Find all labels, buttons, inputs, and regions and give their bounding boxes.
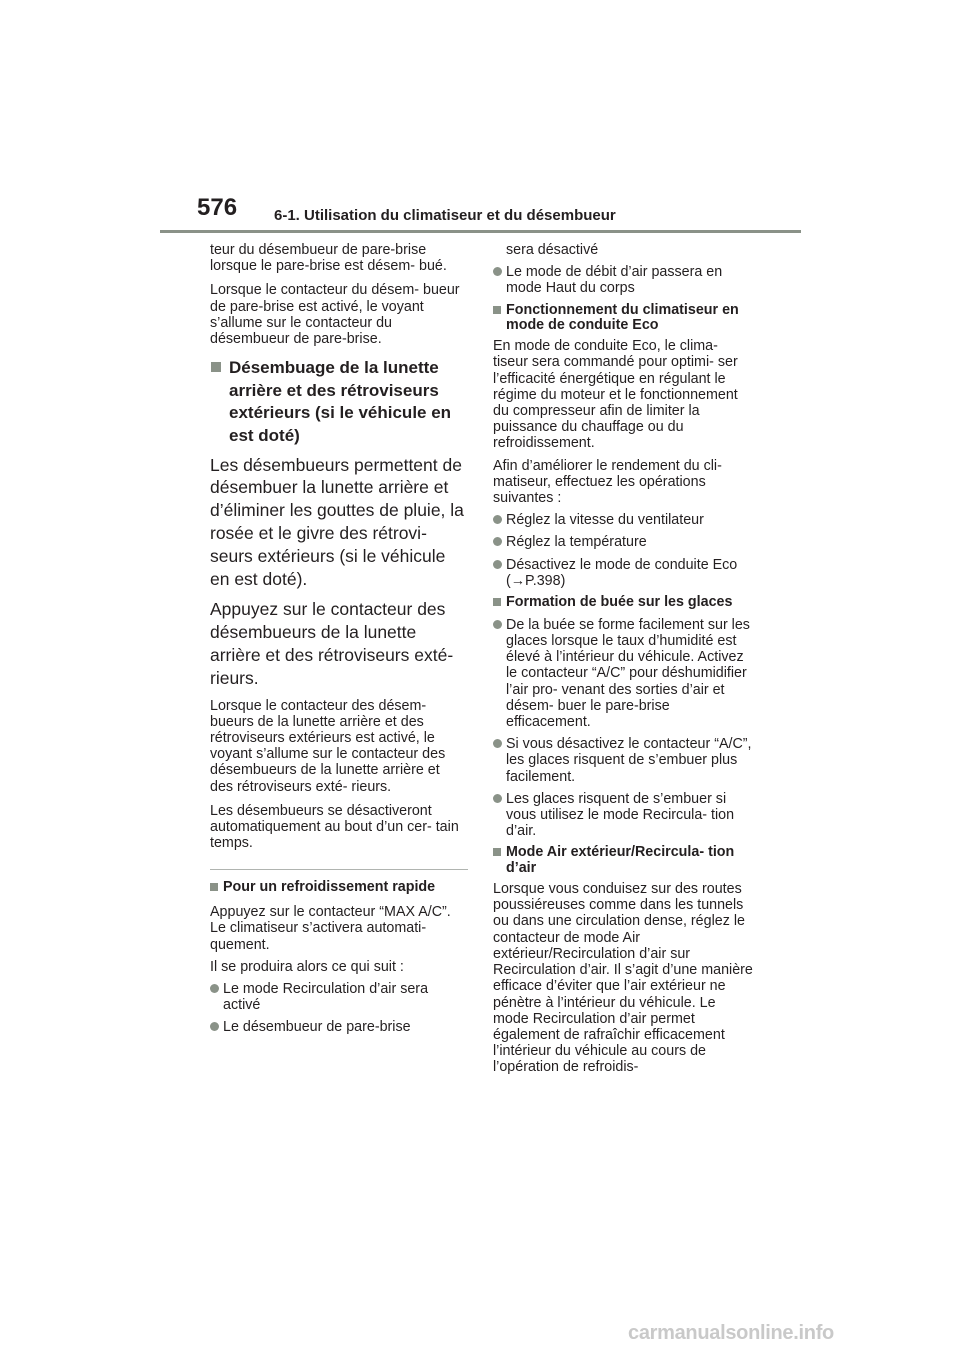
bullet-dot-icon xyxy=(493,537,502,546)
list-item xyxy=(493,617,755,730)
heading-text: Formation de buée sur les glaces xyxy=(506,594,733,611)
square-bullet-icon xyxy=(211,362,221,372)
bullet-dot-icon xyxy=(493,739,502,748)
paragraph: Il se produira alors ce qui suit : xyxy=(210,958,404,975)
subsection-heading xyxy=(493,845,755,877)
page-number: 576 xyxy=(197,194,238,221)
list-item-text: Le mode Recirculation d’air sera activé xyxy=(223,981,429,1014)
paragraph: teur du désembueur de pare-brise lorsque le pare-brise est désem- bué. xyxy=(210,242,447,275)
header-rule xyxy=(160,230,801,233)
paragraph: Les désembueurs se désactiveront automatiquement au bout d’un cer- tain temps. xyxy=(210,802,459,852)
bullet-dot-icon xyxy=(493,794,502,803)
paragraph: Lorsque le contacteur des désem- bueurs de la lunette arrière et des rétroviseurs extérieurs est activé, le voyant s’allume sur le contacteur des désembueurs de la lunette arrière et des rétroviseurs exté- rieurs. xyxy=(210,697,446,795)
list-item-text: Désactivez le mode de conduite Eco (→P.398) xyxy=(506,556,738,589)
list-item xyxy=(493,557,755,589)
left-column xyxy=(210,242,465,1036)
paragraph: Lorsque le contacteur du désem- bueur de pare-brise est activé, le voyant s’allume sur le contacteur du désembueur de pare-brise. xyxy=(210,282,460,348)
heading-text: Pour un refroidissement rapide xyxy=(223,879,436,896)
subsection-heading xyxy=(493,595,755,611)
list-item xyxy=(210,981,465,1013)
square-bullet-icon xyxy=(493,848,501,856)
list-item-text: Les glaces risquent de s’embuer si vous utilisez le mode Recircula- tion d’air. xyxy=(506,790,735,840)
paragraph: Appuyez sur le contacteur “MAX A/C”. xyxy=(210,904,451,921)
paragraph: Les désembueurs permettent de désembuer la lunette arrière et d’éliminer les gouttes de pluie, la rosée et le givre des rétrovi- seurs extérieurs (si le véhicule en est doté). xyxy=(210,454,464,589)
square-bullet-icon xyxy=(210,883,218,891)
bullet-dot-icon xyxy=(210,1022,219,1031)
bullet-dot-icon xyxy=(493,560,502,569)
list-item-text: De la buée se forme facilement sur les glaces lorsque le taux d’humidité est élevé à l’intérieur du véhicule. Activez le contacteur “A/C” pour déshumidifier l’air pro- venant des sorties d’air et désem- buer le pare-brise efficacement. xyxy=(506,616,750,731)
subsection-heading xyxy=(493,303,755,335)
list-item-text: Le mode de débit d’air passera en mode Haut du corps xyxy=(506,264,723,297)
right-column xyxy=(493,242,755,1076)
bullet-dot-icon xyxy=(493,515,502,524)
bullet-dot-icon xyxy=(210,984,219,993)
paragraph: Lorsque vous conduisez sur des routes poussiéreuses comme dans les tunnels ou dans une circulation dense, réglez le contacteur de mode Air extérieur/Recirculation d’air sur Recirculation d’air. Il s’agit d’une manière efficace d’éviter que l’air extérieur ne pénètre à l’intérieur du véhicule. Le mode Recirculation d’air permet également de rafraîchir efficacement l’intérieur du véhicule au cours de l’opération de refroidis- xyxy=(493,881,753,1076)
list-item-text: Le désembueur de pare-brise xyxy=(223,1019,411,1036)
section-heading xyxy=(210,357,465,447)
list-item xyxy=(493,791,755,840)
bullet-dot-icon xyxy=(493,620,502,629)
paragraph: Appuyez sur le contacteur des désembueurs de la lunette arrière et des rétroviseurs exté- rieurs. xyxy=(210,599,454,688)
list-item-text: Si vous désactivez le contacteur “A/C”, les glaces risquent de s’embuer plus facilement. xyxy=(506,736,752,785)
heading-text: Mode Air extérieur/Recircula- tion d’air xyxy=(506,844,735,877)
heading-text: Fonctionnement du climatiseur en mode de conduite Eco xyxy=(506,301,739,334)
continued-text: sera désactivé xyxy=(506,242,599,258)
list-item xyxy=(493,736,755,785)
square-bullet-icon xyxy=(493,598,501,606)
list-item xyxy=(210,1019,465,1035)
list-item-text: Réglez la vitesse du ventilateur xyxy=(506,512,704,529)
column-divider xyxy=(210,869,468,870)
list-item xyxy=(493,264,755,296)
section-title: 6-1. Utilisation du climatiseur et du désembueur xyxy=(274,207,616,224)
paragraph: Afin d’améliorer le rendement du cli- matiseur, effectuez les opérations suivantes : xyxy=(493,457,722,507)
list-item xyxy=(493,534,755,550)
list-item xyxy=(493,512,755,528)
paragraph: Le climatiseur s’activera automati- quement. xyxy=(210,920,427,953)
subsection-heading xyxy=(210,880,465,896)
watermark: carmanualsonline.info xyxy=(628,1322,834,1344)
square-bullet-icon xyxy=(493,306,501,314)
bullet-dot-icon xyxy=(493,267,502,276)
paragraph: En mode de conduite Eco, le clima- tiseur sera commandé pour optimi- ser l’efficacité énergétique en régulant le régime du moteur et le fonctionnement du compresseur afin de limiter la puissance du chauffage ou du refroidissement. xyxy=(493,338,738,452)
list-item-text: Réglez la température xyxy=(506,534,647,551)
heading-text: Désembuage de la lunette arrière et des rétroviseurs extérieurs (si le véhicule en est doté) xyxy=(229,358,452,445)
